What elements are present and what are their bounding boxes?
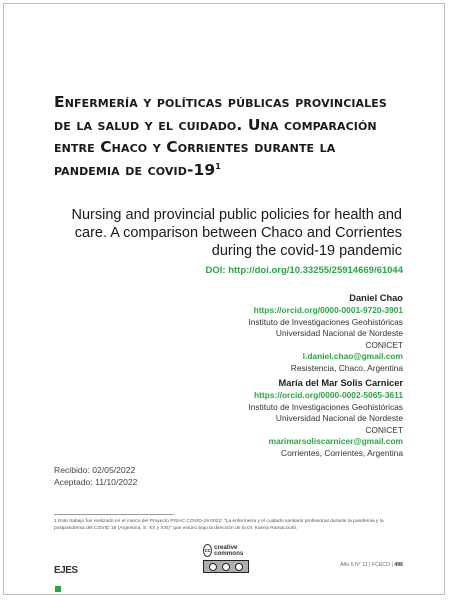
author-name: Daniel Chao [349, 293, 403, 303]
cc-nc-icon [222, 563, 230, 571]
cc-by-icon [209, 563, 217, 571]
author-council: CONICET [365, 424, 403, 435]
footnote-divider [54, 514, 174, 515]
footnote-marker: 1 [215, 161, 221, 171]
article-title-spanish: Enfermería y políticas públicas provinciales de la salud y el cuidado. Una comparación entre Chaco y Corrientes durante la pandemia de covid-$19^1$ [54, 93, 387, 179]
author-university: Universidad Nacional de Nordeste [275, 328, 403, 339]
author-location: Corrientes, Corrientes, Argentina [281, 447, 403, 458]
received-date: Recibido: 02/05/2022 [54, 465, 136, 475]
cc-sa-icon [235, 563, 243, 571]
orcid-link[interactable]: https://orcid.org/0000-0001-9720-3901 [253, 305, 403, 315]
issue-info: Año 6 N° 11 | FCECO | [340, 562, 393, 568]
creative-commons-license[interactable] [203, 544, 249, 580]
page-info [340, 562, 403, 568]
doi-link[interactable]: DOI: http://doi.org/10.33255/25914669/61044 [205, 265, 403, 276]
journal-logo-text: EJES [54, 565, 78, 576]
author-email-link[interactable]: marimarsoliscarnicer@gmail.com [268, 436, 403, 447]
logo-square-icon [55, 586, 61, 592]
accepted-date: Aceptado: 11/10/2022 [54, 476, 138, 487]
orcid-link[interactable]: https://orcid.org/0000-0002-5065-3611 [254, 390, 403, 400]
cc-label: creative commons [214, 543, 244, 557]
cc-icon: cc [203, 544, 212, 557]
author-university: Universidad Nacional de Nordeste [275, 413, 403, 424]
author-block-1 [103, 292, 403, 375]
journal-logo [54, 560, 80, 576]
footnote-text: 1 Este trabajo fue realizado en el marco del Proyecto PISAC COVID-19 0022: "La enfermería y el cuidado sanitario profesional durante la pandemia y la postpandemia del COVID 19 (Argentina, S. XX y XXI)" que estuvo bajo la dirección de la Dr. Karina Ramacciotti. [54, 519, 384, 531]
author-name: María del Mar Solis Carnicer [278, 378, 403, 388]
author-council: CONICET [365, 339, 403, 350]
submission-dates [54, 465, 137, 488]
author-location: Resistencia, Chaco, Argentina [290, 362, 403, 373]
page-number: 496 [394, 562, 403, 568]
author-institute: Instituto de Investigaciones Geohistóricas [248, 316, 403, 327]
cc-license-badge-icon [203, 560, 249, 573]
article-title-english: Nursing and provincial public policies for health and care. A comparison between Chaco and Corrientes during the covid-19 pandemic [71, 207, 402, 259]
author-block-2 [103, 377, 403, 460]
author-institute: Instituto de Investigaciones Geohistóricas [248, 401, 403, 412]
author-email-link[interactable]: l.daniel.chao@gmail.com [302, 351, 403, 362]
